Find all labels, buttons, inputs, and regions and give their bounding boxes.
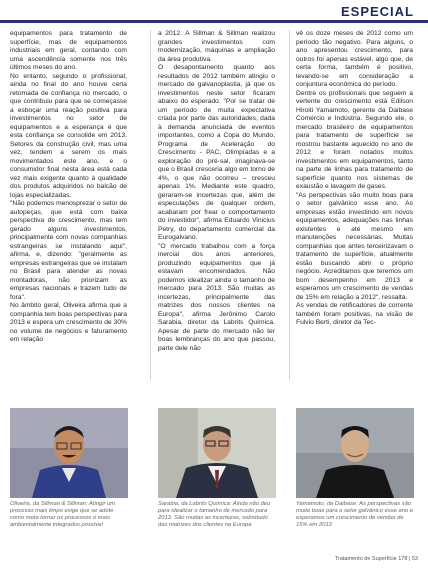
paragraph: As vendas de retificadores de corrente também foram positivas, na visão de Fulvio Berti, diretor da Tec- — [296, 302, 413, 326]
paragraph: a 2012. A Sillman & Sillman realizou grandes investimentos com modernização, máquinas e ampliação da área produtiva. — [158, 30, 275, 63]
text-column-1 — [10, 30, 127, 345]
paragraph: Dentre os profissionais que seguem a vertente do crescimento está Edilson Hiroiti Yamamoto, gerente da Daibase Comércio e Indústria. Segundo ele, o mercado brasileiro de equipamentos para tratamento de superfície se mostrou bastante aquecido no ano de 2012 e foram notados muitos investimentos em equipamentos, tanto na parte de linhas para tratamento de superfície quanto nos sistemas de exaustão e lavagem de gases. — [296, 89, 413, 190]
portrait-photo-sarabia — [158, 408, 276, 498]
portrait-photo-oliveira — [10, 408, 128, 498]
paragraph: "As perspectivas são muito boas para o setor galvânico esse ano. As empresas estão investindo em novos equipamentos, adequações nas linhas existentes e até mesmo em manutenções necessárias. Muitas companhias que antes terceirizavam o tratamento de superfície, atualmente estão buscando abrir o próprio negócio. Acreditamos que teremos um bom desempenho em 2013 e esperamos um crescimento de vendas de 15% em relação a 2012", ressalta. — [296, 191, 413, 301]
text-column-3 — [296, 30, 413, 328]
paragraph: "Não podemos menosprezar o setor de autopeças, que está com baixa perspectiva de crescimento, mas tem gerado alguns investimentos, principalmente com novas companhias estrangeiras se instalando aqui", afirma, e, dizendo: "geralmente as empresas estrangeiras que se instalam no Brasil para atender as novas montadoras, não priorizam as empresas nacionais e trazem tudo de fora". — [10, 200, 127, 301]
header-rule — [0, 20, 428, 23]
photo-caption: Sarabia, da Labrits Química: Ainda não deu para idealizar o tamanho de mercado para 2013. São muitas as incertezas, sobretudo das matrizes dos clientes na Europa — [158, 501, 271, 528]
section-title: ESPECIAL — [340, 4, 414, 19]
column-divider — [289, 30, 290, 380]
paragraph: No entanto, segundo o profissional, ainda no final do ano houve certa retomada de confiança no mercado, o que contribuiu para que se começasse a esboçar uma reação positiva para investimentos no setor de equipamentos e a esperança é que esta confiança se consolide em 2013. Setores da construção civil, mas uma vez, tendem a serem os mais movimentados este ano, e o consumidor final nesta área está cada vez mais exigente quanto à qualidade dos produtos adquiridos no balcão de lojas especializadas. — [10, 72, 127, 199]
column-divider — [150, 30, 151, 380]
paragraph: O desapontamento quanto aos resultados de 2012 também atingiu o mercado de galvanoplastia, já que os investimentos neste setor ficaram abaixo do esperado. "Por se tratar de um período de muita expectativa criada por parte das autoridades, dada à demanda anunciada de eventos importantes, como a Copa do Mundo, Programa de Aceleração do Crescimento - PAC, Olimpíadas e a exploração do pré-sal, imaginava-se que o Brasil cresceria algo em torno de 4%, o que não ocorreu – cresceu apenas 1%. Mediante este quadro, geraram-se incertezas que, além de especulações de qualquer ordem, acabaram por frear o comportamento do investidor", afirma Eduardo Vinicius Petry, do departamento comercial da Eurogalvano. — [158, 64, 275, 241]
paragraph: No âmbito geral, Oliveira afirma que a companhia tem boas perspectivas para 2013 e espera um crescimento de 30% no volume de negócios e faturamento em relação — [10, 302, 127, 343]
photo-caption: Yamamoto, da Daibase: As perspectivas são muito boas para o setor galvânico esse ano e esperamos um crescimento de vendas de 15% em 2013 — [296, 501, 413, 528]
page-footer: Tratamento de Superfície 178 | 53 — [334, 556, 418, 562]
portrait-photo-yamamoto — [296, 408, 414, 498]
text-column-2 — [158, 30, 275, 353]
paragraph: equipamentos para tratamento de superfície, mas de equipamentos industriais em geral, contando com uma ascendência somente nos três últimos meses do ano. — [10, 30, 127, 71]
page-header — [0, 0, 428, 26]
paragraph: "O mercado trabalhou com a força inercial dos anos anteriores, produzindo equipamentos que já estavam encomendados. Não podemos idealizar ainda o tamanho de mercado para 2013. São muitas as incertezas, principalmente das matrizes dos nossos clientes na Europa", afirma Jerônimo Carolo Sarabia, diretor da Labrits Química. Apesar de parte do mercado não ter boas lembranças do ano que passou, parte dele não — [158, 242, 275, 352]
photo-caption: Oliveira, da Sillman & Sillman: Atingir um processo mais limpo exige que se adote como meta tornar os processos o mais ambientalmente integrados possível — [10, 501, 116, 528]
paragraph: vê os doze meses de 2012 como um período tão negativo. Para alguns, o ano apresentou crescimento, para outros foi apenas estável, algo que, de certa forma, também é positivo, levando-se em consideração a conjuntura econômica do período. — [296, 30, 413, 88]
